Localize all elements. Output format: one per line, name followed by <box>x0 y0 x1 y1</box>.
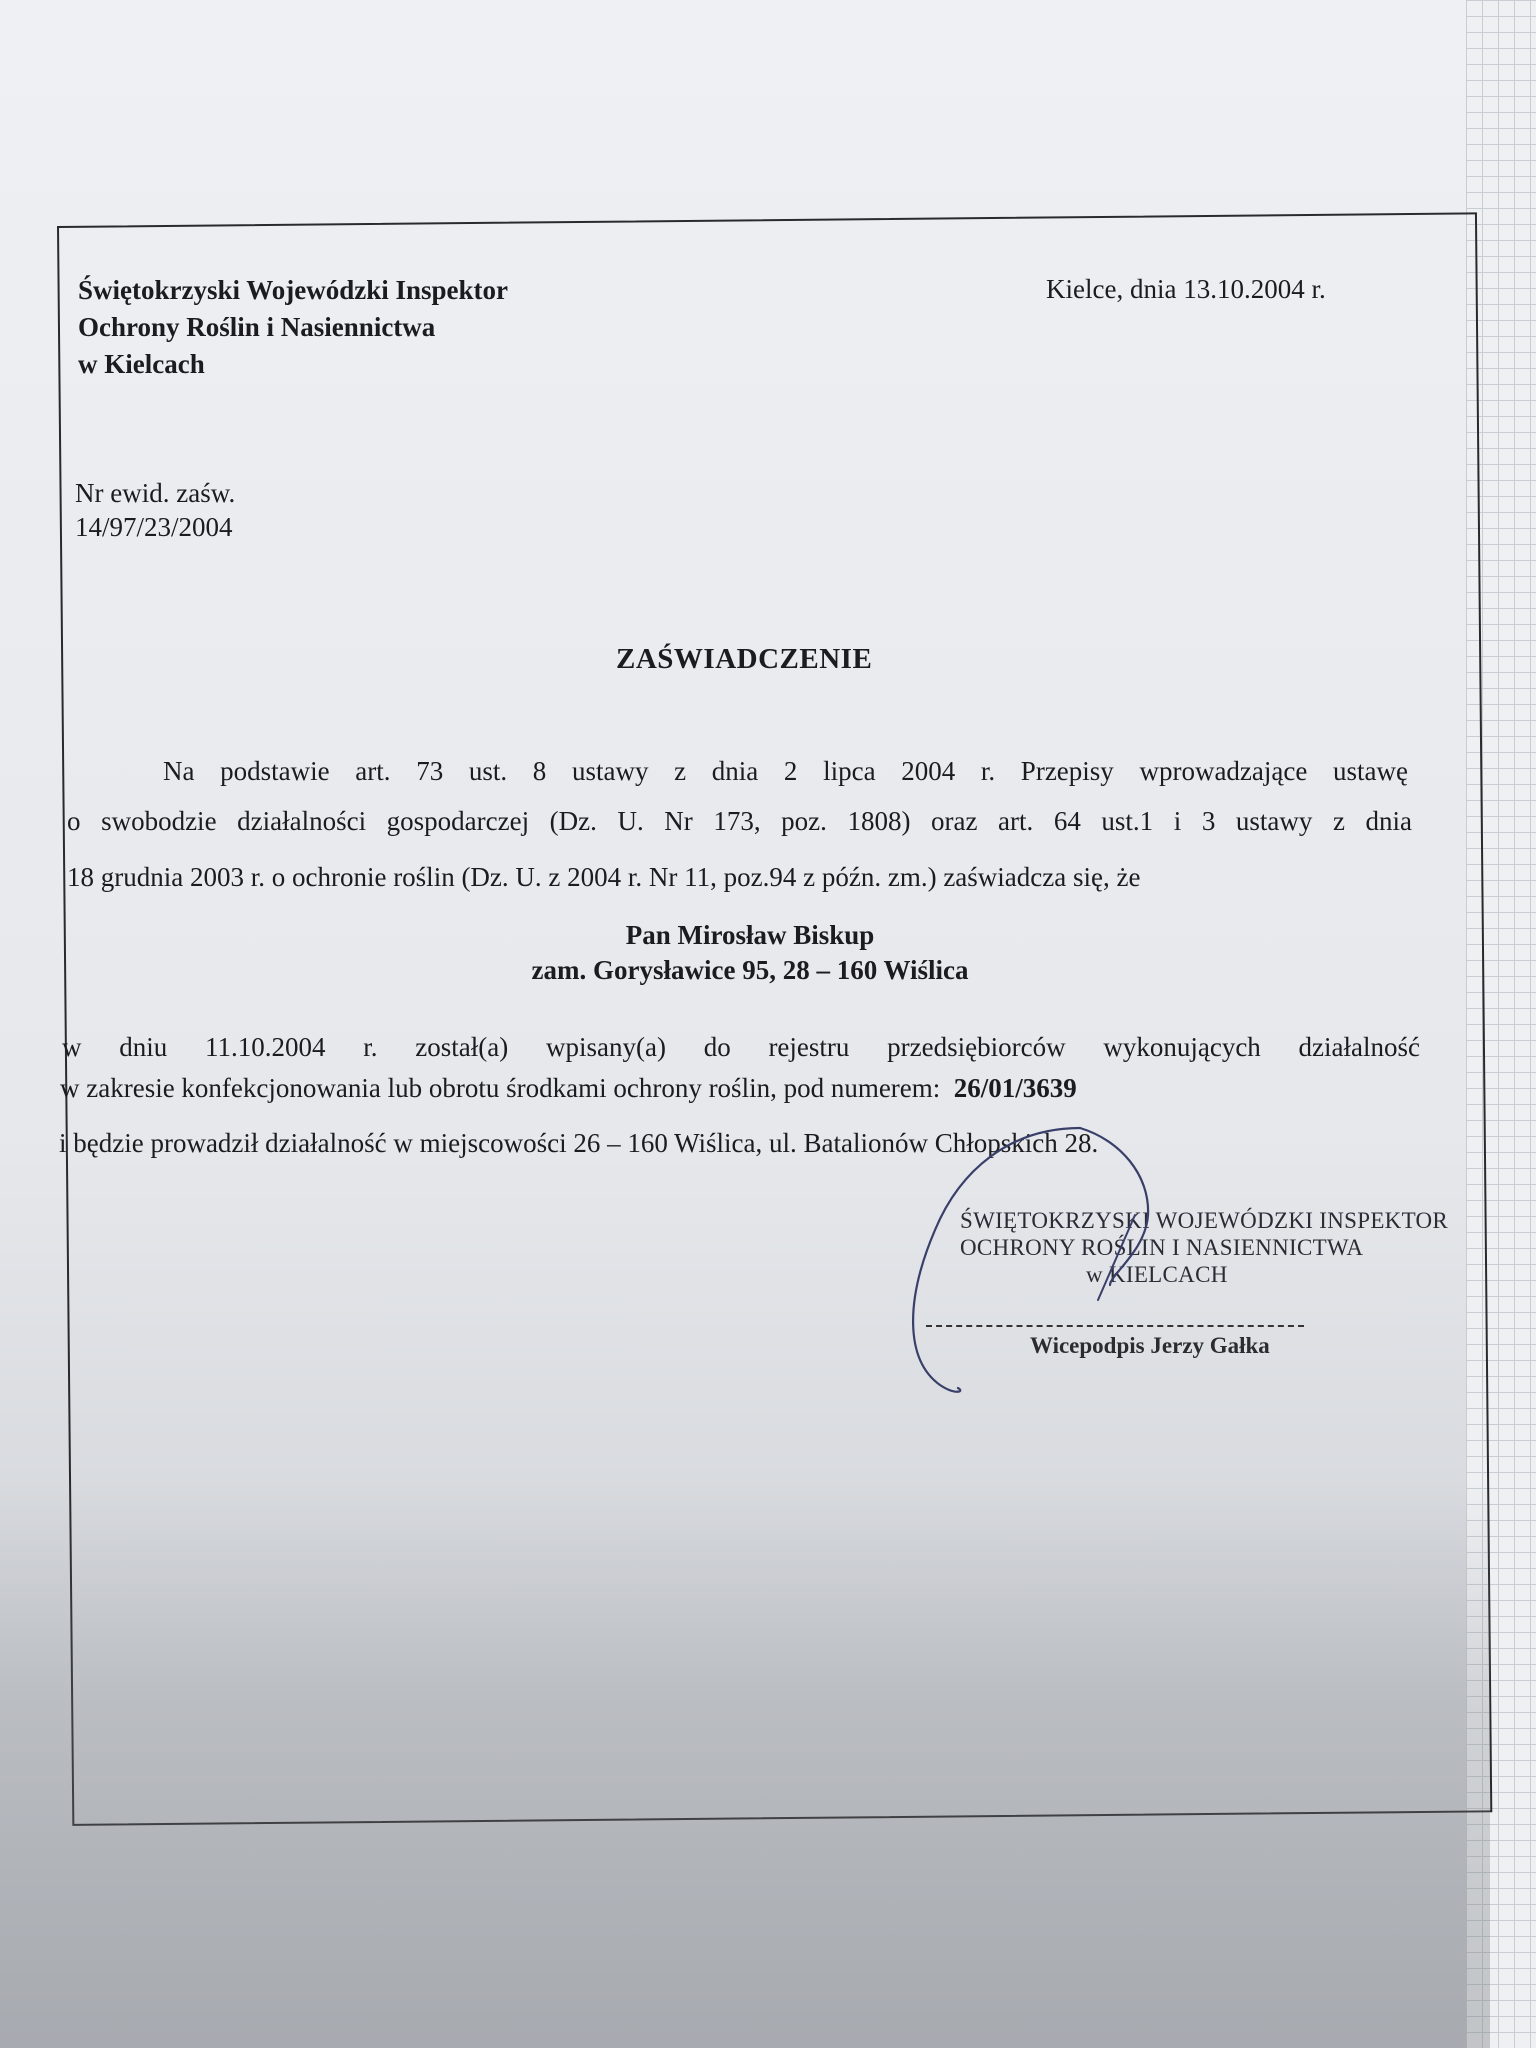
registry-line-3: i będzie prowadził działalność w miejscowości 26 – 160 Wiślica, ul. Batalionów Chłopskich 28. <box>59 1128 1099 1158</box>
person-name: Pan Mirosław Biskup <box>625 920 875 950</box>
issuer-block <box>78 272 508 383</box>
registration-block <box>75 476 235 544</box>
registry-number: 26/01/3639 <box>953 1073 1077 1103</box>
official-stamp <box>960 1207 1448 1288</box>
stamp-line-3: w KIELCACH <box>1086 1262 1228 1287</box>
issuer-line-1: Świętokrzyski Wojewódzki Inspektor <box>78 275 509 305</box>
issuer-line-3: w Kielcach <box>78 349 205 379</box>
body-line-2: o swobodzie działalności gospodarczej (Dz. U. Nr 173, poz. 1808) oraz art. 64 ust.1 i 3 ustawy z dnia <box>67 806 1412 836</box>
document-title: ZAŚWIADCZENIE <box>616 643 873 675</box>
issue-date: Kielce, dnia 13.10.2004 r. <box>1046 274 1326 304</box>
registry-line-2 <box>60 1075 1077 1102</box>
registration-number: 14/97/23/2004 <box>75 512 233 542</box>
document-frame <box>57 212 1492 1826</box>
body-line-3: 18 grudnia 2003 r. o ochronie roślin (Dz. U. z 2004 r. Nr 11, poz.94 z późn. zm.) zaświadcza się, że <box>67 862 1141 892</box>
person-block <box>0 918 1500 988</box>
signature-line <box>926 1325 1304 1327</box>
body-line-1: Na podstawie art. 73 ust. 8 ustawy z dnia 2 lipca 2004 r. Przepisy wprowadzające ustawę <box>163 756 1408 786</box>
registry-line-1: w dniu 11.10.2004 r. został(a) wpisany(a) do rejestru przedsiębiorców wykonujących działalność <box>62 1032 1420 1062</box>
registration-label: Nr ewid. zaśw. <box>75 478 236 508</box>
registry-line-2-text: w zakresie konfekcjonowania lub obrotu środkami ochrony roślin, pod numerem: <box>60 1073 941 1103</box>
issuer-line-2: Ochrony Roślin i Nasiennictwa <box>78 312 436 342</box>
person-address: zam. Gorysławice 95, 28 – 160 Wiślica <box>531 955 969 985</box>
stamp-line-1: ŚWIĘTOKRZYSKI WOJEWÓDZKI INSPEKTOR <box>960 1208 1449 1233</box>
signature-name: Wicepodpis Jerzy Gałka <box>1030 1333 1270 1358</box>
stamp-line-2: OCHRONY ROŚLIN I NASIENNICTWA <box>960 1235 1364 1260</box>
